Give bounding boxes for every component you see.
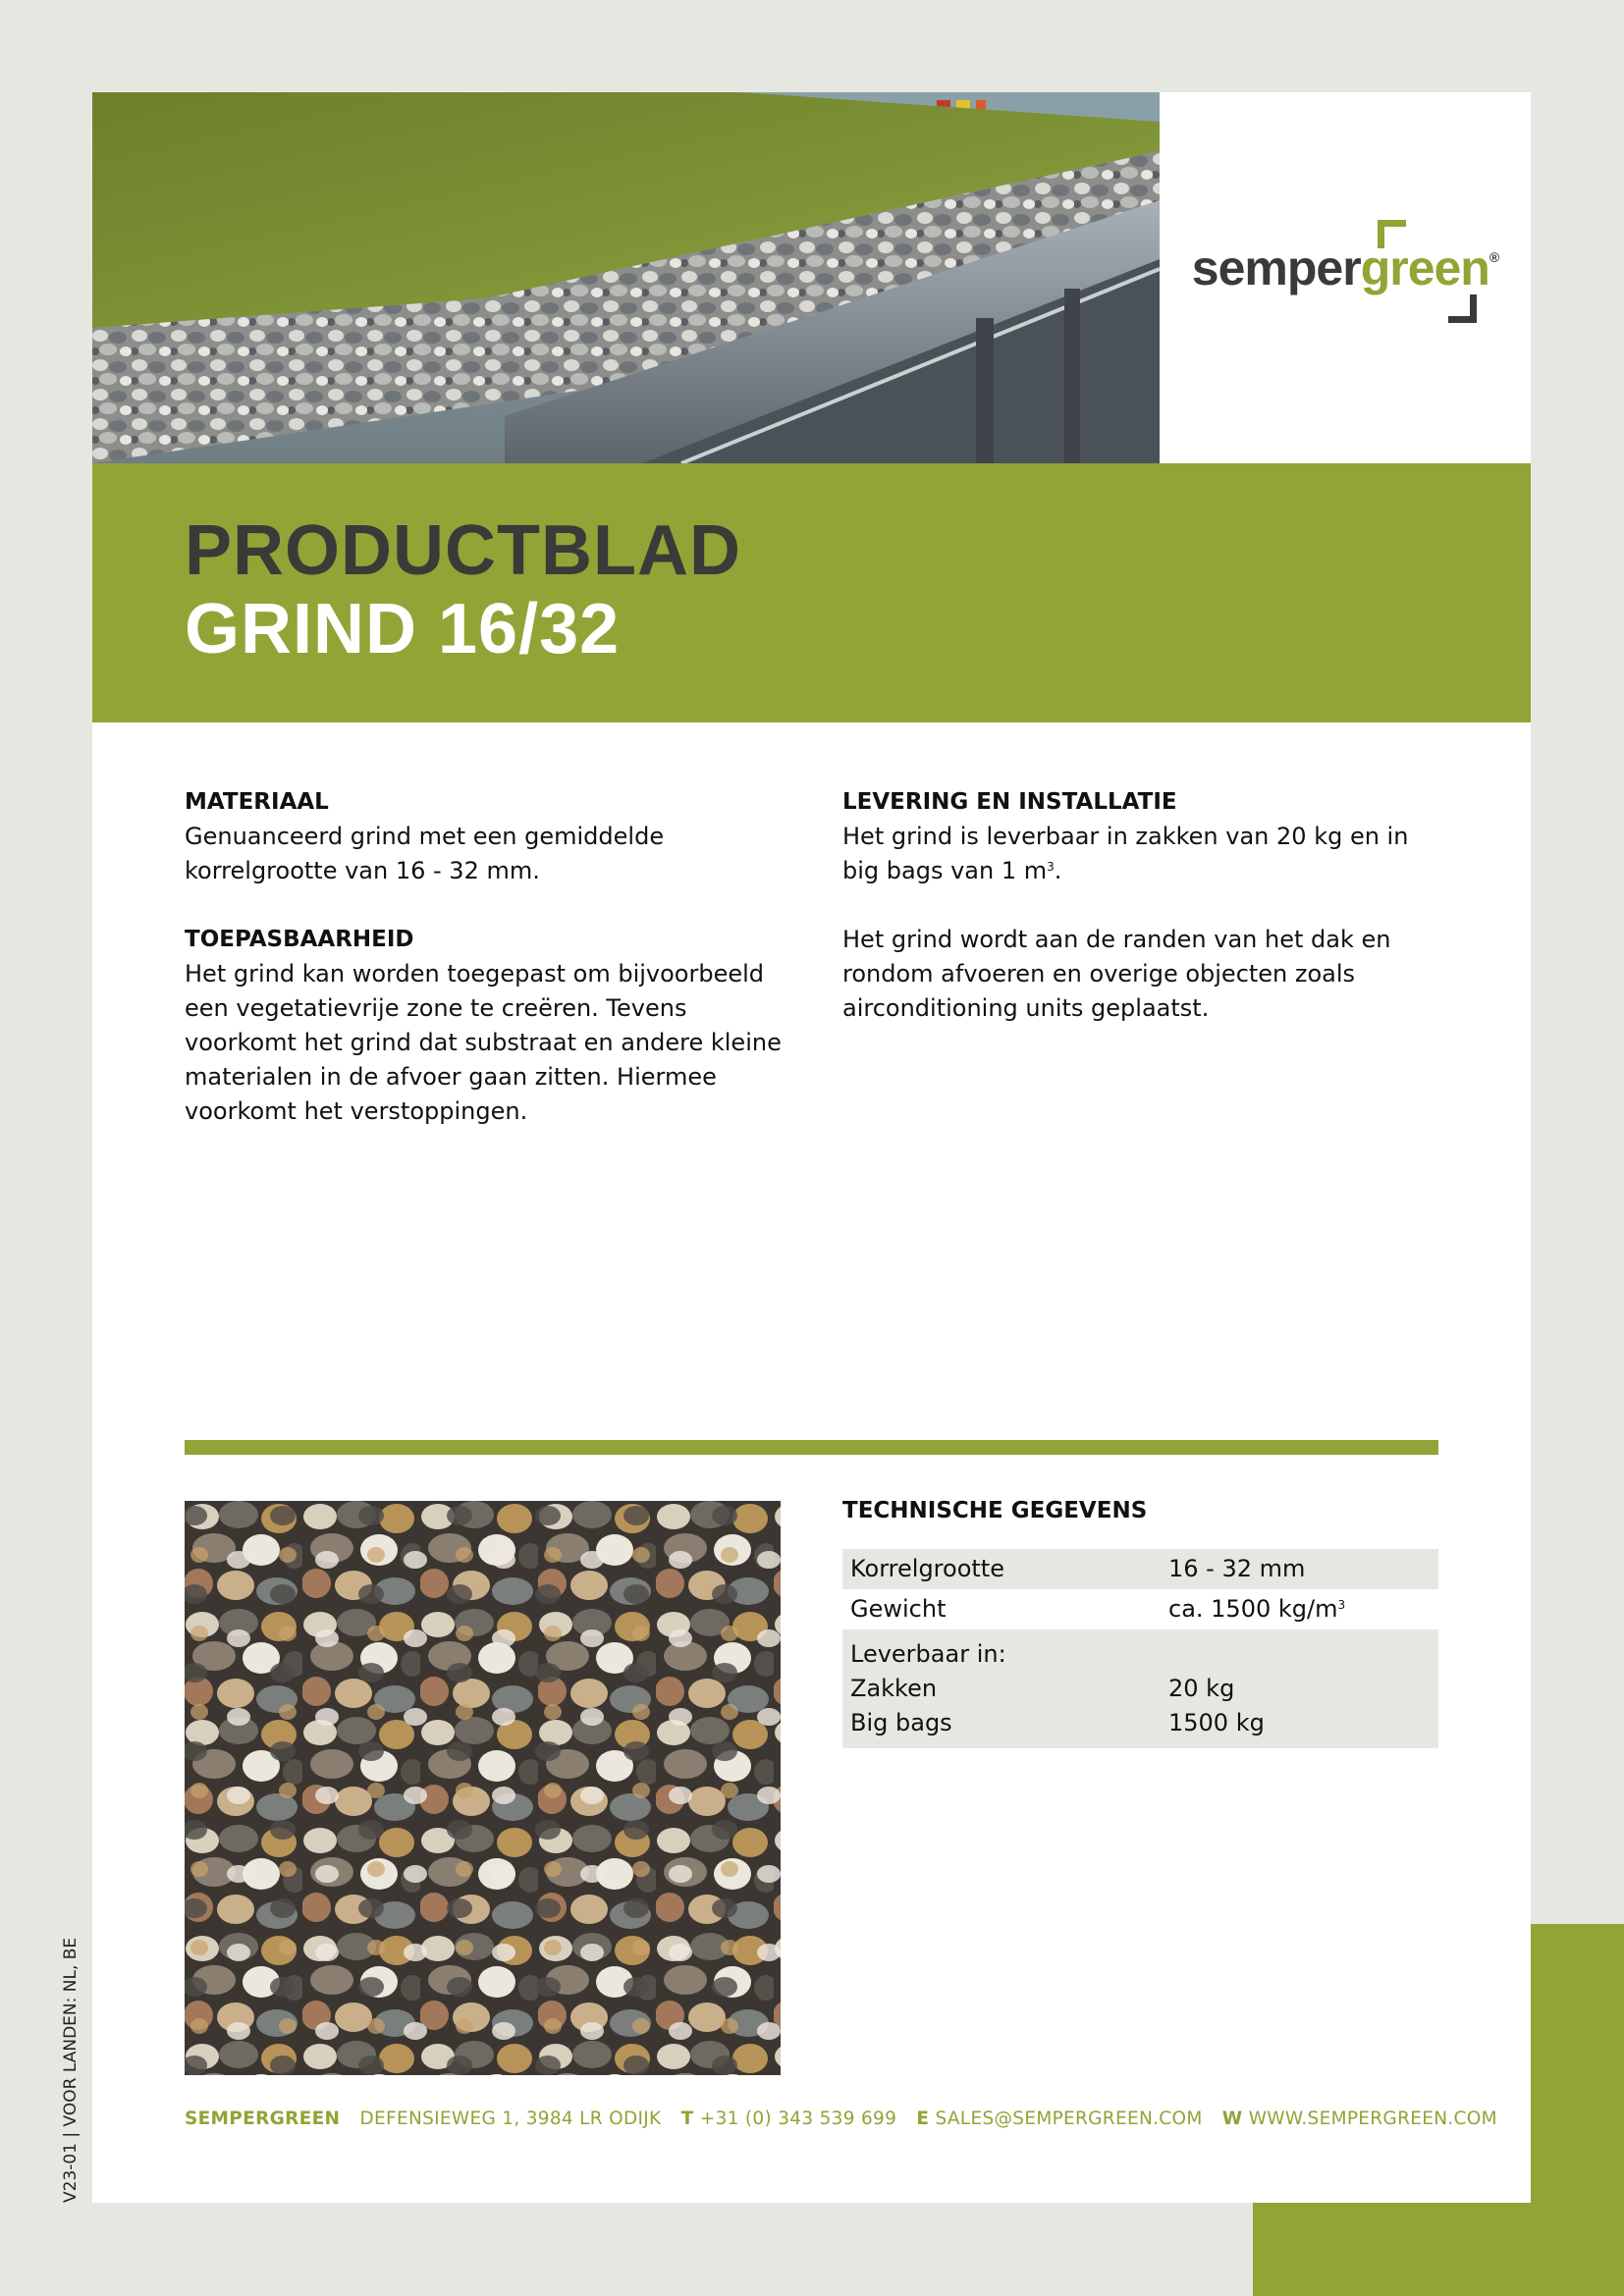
sempergreen-logo: sempergreen®	[1191, 240, 1499, 295]
left-column	[185, 785, 793, 1163]
hero-roof-photo	[92, 92, 1160, 463]
footer-contact: SEMPERGREEN DEFENSIEWEG 1, 3984 LR ODIJK T +31 (0) 343 539 699 E SALES@SEMPERGREEN.COM W WWW.SEMPERGREEN.COM	[185, 2109, 1497, 2129]
footer-email: SALES@SEMPERGREEN.COM	[935, 2109, 1203, 2129]
decorative-green-block-bottom	[1253, 2203, 1624, 2296]
korrelgrootte-value: 16 - 32 mm	[1168, 1555, 1306, 1582]
footer-brand: SEMPERGREEN	[185, 2109, 341, 2129]
materiaal-heading: MATERIAAL	[185, 789, 329, 815]
table-row	[842, 1629, 1438, 1748]
title-productblad: PRODUCTBLAD	[185, 511, 741, 590]
table-row	[842, 1549, 1438, 1589]
toepasbaarheid-text: Het grind kan worden toegepast om bijvoorbeeld een vegetatievrije zone te creëren. Tevens voorkomt het grind dat substraat en andere kleine materialen in de afvoer gaan zitten. Hiermee voorkomt het verstoppingen.	[185, 960, 782, 1125]
logo-bracket-bottom-icon	[1448, 294, 1477, 323]
toepasbaarheid-heading: TOEPASBAARHEID	[185, 927, 414, 952]
levering-text-2: Het grind wordt aan de randen van het dak en rondom afvoeren en overige objecten zoals airconditioning units geplaatst.	[842, 926, 1391, 1022]
footer-address: DEFENSIEWEG 1, 3984 LR ODIJK	[359, 2109, 662, 2129]
technical-data	[842, 1498, 1438, 1748]
leverbaar-label: Leverbaar in:	[850, 1640, 1006, 1668]
technische-gegevens-heading: TECHNISCHE GEGEVENS	[842, 1498, 1148, 1523]
materiaal-text: Genuanceerd grind met een gemiddelde korrelgrootte van 16 - 32 mm.	[185, 823, 665, 884]
right-column	[842, 785, 1451, 1060]
levering-text-1: Het grind is leverbaar in zakken van 20 kg en in big bags van 1 $m^3$.	[842, 823, 1409, 884]
zakken-value: 20 kg	[1168, 1675, 1235, 1702]
korrelgrootte-label: Korrelgrootte	[850, 1555, 1004, 1582]
title-product-name: GRIND 16/32	[185, 590, 621, 668]
product-sheet-page	[92, 92, 1531, 2203]
footer-phone: +31 (0) 343 539 699	[699, 2109, 897, 2129]
gewicht-label: Gewicht	[850, 1595, 947, 1623]
bigbags-label: Big bags	[850, 1709, 952, 1736]
table-row	[842, 1589, 1438, 1629]
footer-website: WWW.SEMPERGREEN.COM	[1248, 2109, 1497, 2129]
gravel-closeup-photo	[185, 1501, 781, 2075]
zakken-label: Zakken	[850, 1675, 938, 1702]
version-note: V23-01 | VOOR LANDEN: NL, BE	[61, 1937, 81, 2203]
title-band	[92, 463, 1531, 722]
logo-area	[1160, 92, 1531, 463]
gewicht-value: ca. 1500 $kg/m^3$	[1168, 1595, 1346, 1623]
bigbags-value: 1500 kg	[1168, 1709, 1265, 1736]
section-divider	[185, 1440, 1438, 1455]
levering-heading: LEVERING EN INSTALLATIE	[842, 789, 1177, 815]
